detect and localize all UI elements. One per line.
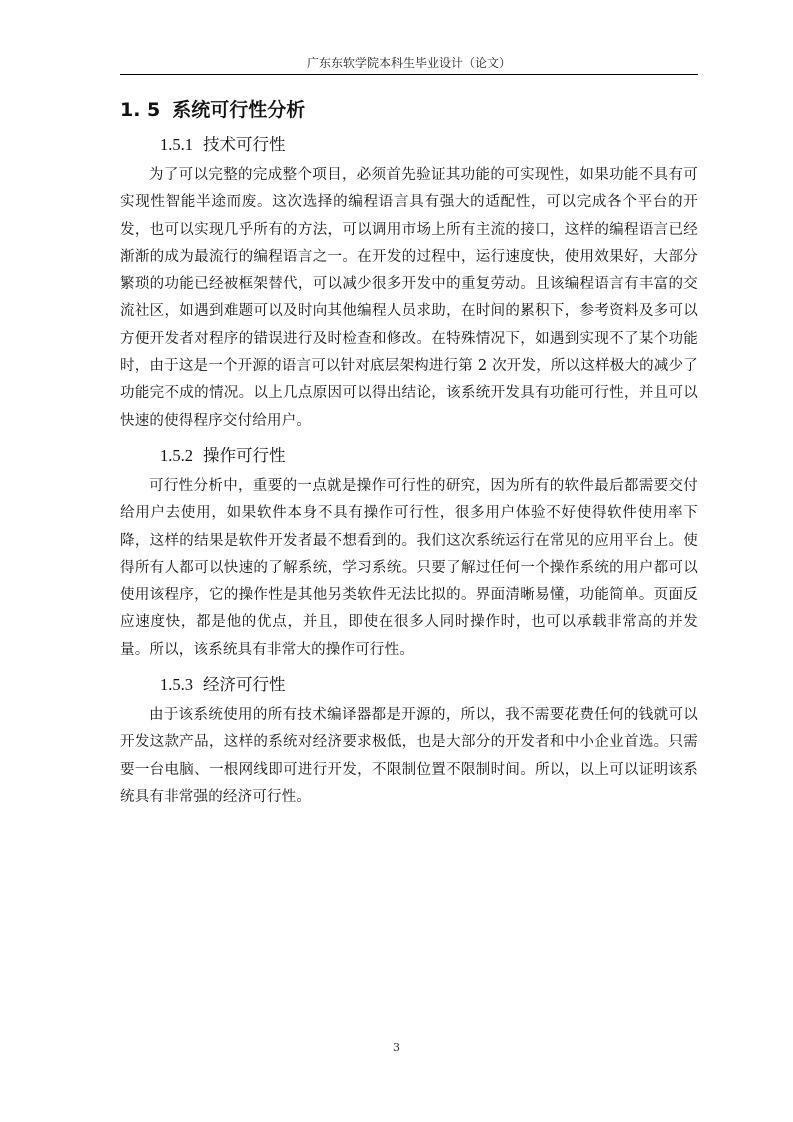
section-title: 系统可行性分析 bbox=[172, 99, 306, 121]
subsection-number: 1.5.2 bbox=[160, 445, 193, 465]
paragraph-technical: 为了可以完整的完成整个项目，必须首先验证其功能的可实现性，如果功能不具有可实现性智能半途而废。这次选择的编程语言具有强大的适配性，可以完成各个平台的开发，也可以实现几乎所有的方法，可以调用市场上所有主流的接口，这样的编程语言已经渐渐的成为最流行的编程语言之一。在开发的过程中，运行速度快，使用效果好，大部分繁琐的功能已经被框架替代，可以减少很多开发中的重复劳动。且该编程语言有丰富的交流社区，如遇到难题可以及时向其他编程人员求助，在时间的累积下，参考资料及多可以方便开发者对程序的错误进行及时检查和修改。在特殊情况下，如遇到实现不了某个功能时，由于这是一个开源的语言可以针对底层架构进行第 2 次开发，所以这样极大的减少了功能完不成的情况。以上几点原因可以得出结论，该系统开发具有功能可行性，并且可以快速的使得程序交付给用户。 bbox=[120, 167, 698, 429]
section-number: 1. 5 bbox=[120, 99, 161, 121]
section-heading bbox=[120, 96, 698, 124]
paragraph-economic: 由于该系统使用的所有技术编译器都是开源的，所以，我不需要花费任何的钱就可以开发这款产品，这样的系统对经济要求极低，也是大部分的开发者和中小企业首选。只需要一台电脑、一根网线即可进行开发，不限制位置不限制时间。所以，以上可以证明该系统具有非常强的经济可行性。 bbox=[120, 707, 698, 805]
subsection-number: 1.5.1 bbox=[160, 135, 193, 154]
subsection-heading-operational bbox=[160, 443, 698, 469]
page-content bbox=[120, 96, 698, 817]
subsection-heading-technical bbox=[160, 132, 698, 158]
paragraph-operational: 可行性分析中，重要的一点就是操作可行性的研究，因为所有的软件最后都需要交付给用户去使用，如果软件本身不具有操作可行性，很多用户体验不好使得软件使用率下降，这样的结果是软件开发者最不想看到的。我们这次系统运行在常见的应用平台上。使得所有人都可以快速的了解系统，学习系统。只要了解过任何一个操作系统的用户都可以使用该程序，它的操作性是其他另类软件无法比拟的。界面清晰易懂，功能简单。页面反应速度快，都是他的优点，并且，即使在很多人同时操作时，也可以承载非常高的并发量。所以，该系统具有非常大的操作可行性。 bbox=[120, 477, 698, 658]
subsection-number: 1.5.3 bbox=[160, 675, 193, 695]
subsection-title: 操作可行性 bbox=[203, 445, 286, 465]
running-header: 广东东软学院本科生毕业设计（论文） bbox=[306, 56, 511, 70]
header-divider bbox=[120, 74, 698, 75]
subsection-heading-economic bbox=[160, 672, 698, 698]
subsection-title: 经济可行性 bbox=[203, 675, 286, 695]
subsection-title: 技术可行性 bbox=[203, 135, 286, 154]
page-number: 3 bbox=[393, 1041, 400, 1054]
